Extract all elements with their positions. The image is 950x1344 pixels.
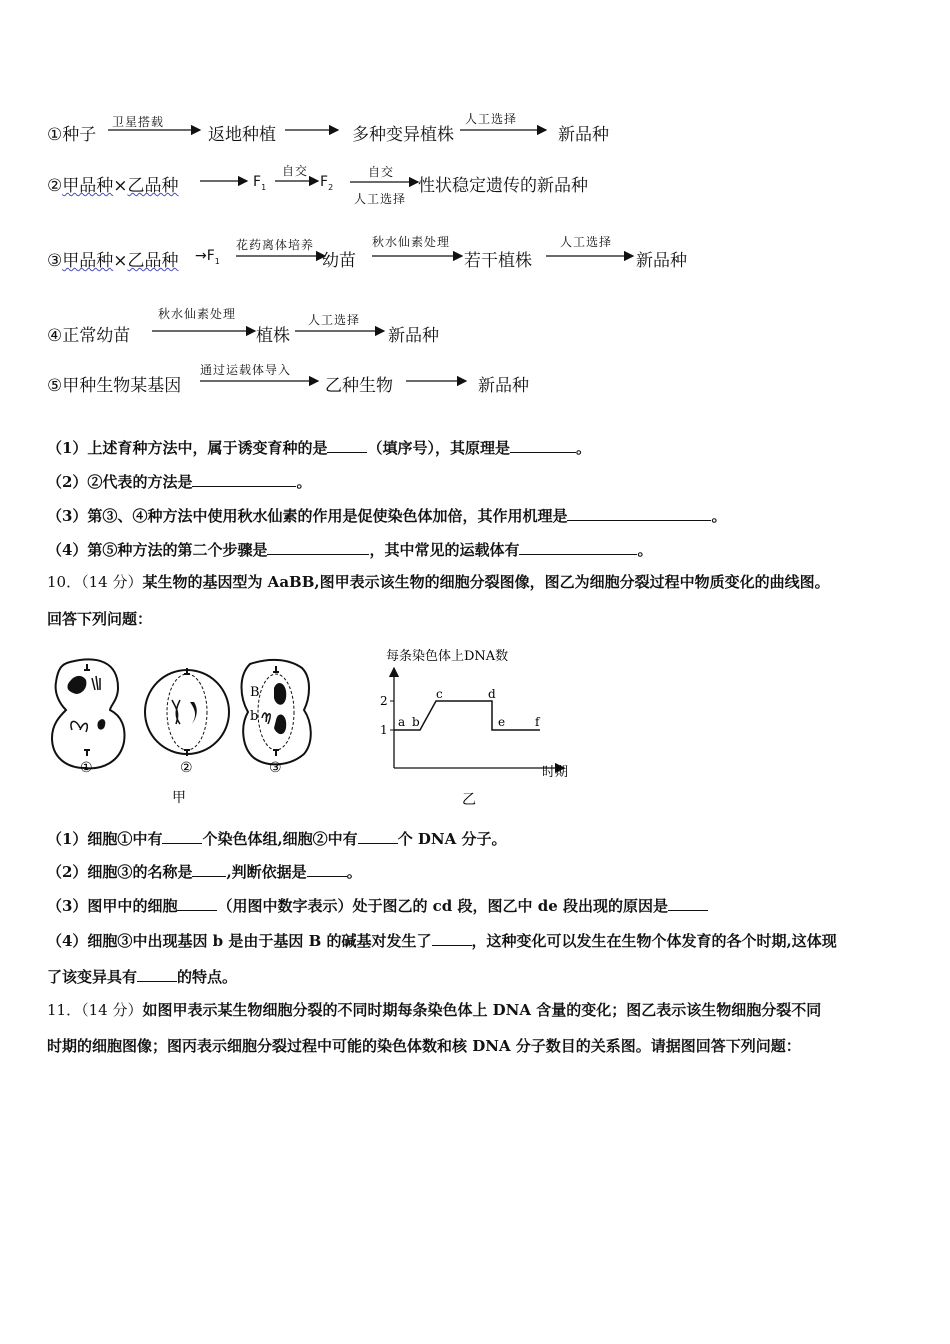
scheme5-step2: 乙种生物	[325, 376, 393, 396]
scheme4-arrow1-label: 秋水仙素处理	[158, 307, 237, 321]
cell-3-label: ③	[269, 760, 282, 776]
answer-blank[interactable]	[567, 506, 711, 521]
q10-part3: （3）图甲中的细胞 （用图中数字表示）处于图乙的 cd 段，图乙中 de 段出现的原因是	[47, 896, 708, 914]
figure-jia-cells	[40, 650, 330, 810]
q10-stem-line1: 10．（14 分）某生物的基因型为 AaBB,图甲表示该生物的细胞分裂图像，图乙为细胞分裂过程中物质变化的曲线图。	[47, 573, 830, 591]
answer-blank[interactable]	[267, 540, 369, 555]
scheme3-step2: 幼苗	[322, 251, 356, 271]
answer-blank[interactable]	[432, 931, 472, 946]
scheme5-result: 新品种	[478, 376, 529, 396]
scheme3-arrow1-label: 花药离体培养	[236, 238, 315, 252]
gene-label: B	[250, 685, 260, 700]
answer-blank[interactable]	[137, 967, 177, 982]
answer-blank[interactable]	[177, 896, 217, 911]
scheme3-start: ③甲品种×乙品种	[47, 251, 179, 271]
scheme3-arrow2-label: 秋水仙素处理	[372, 235, 451, 249]
answer-blank[interactable]	[162, 829, 202, 844]
q9-part3: （3）第③、④种方法中使用秋水仙素的作用是促使染色体加倍，其作用机理是 。	[47, 507, 727, 525]
breeding-schemes-arrows	[0, 0, 950, 400]
answer-blank[interactable]	[307, 862, 347, 877]
scheme1-arrow1-label: 卫星搭载	[112, 115, 165, 129]
cell-1	[52, 659, 124, 768]
q9-part1: （1）上述育种方法中，属于诱变育种的是 （填序号），其原理是 。	[47, 439, 591, 457]
y-tick-1: 1	[380, 723, 388, 737]
scheme2-arrow2-top-label: 自交	[368, 165, 395, 179]
scheme1-start: ①种子	[47, 125, 97, 145]
point-b: b	[412, 715, 420, 729]
q11-stem-line1: 11．（14 分）如图甲表示某生物细胞分裂的不同时期每条染色体上 DNA 含量的变化；图乙表示该生物细胞分裂不同	[47, 1001, 822, 1019]
q11-stem-line2: 时期的细胞图像；图丙表示细胞分裂过程中可能的染色体数和核 DNA 分子数目的关系图。请据图回答下列问题：	[47, 1037, 801, 1055]
x-axis-label: 时期	[542, 765, 569, 780]
scheme2-f2: $F_2$	[320, 174, 334, 192]
figure-jia-caption: 甲	[172, 790, 186, 806]
scheme4-start: ④正常幼苗	[47, 326, 131, 346]
answer-blank[interactable]	[192, 472, 296, 487]
scheme2-f1: $F_1$	[253, 174, 267, 192]
scheme1-step3: 多种变异植株	[352, 125, 454, 145]
scheme2-arrow2-bottom-label: 人工选择	[354, 192, 407, 206]
q9-part2: （2）②代表的方法是 。	[47, 473, 312, 491]
answer-blank[interactable]	[510, 438, 576, 453]
scheme4-result: 新品种	[388, 326, 439, 346]
point-f: f	[535, 715, 540, 729]
q10-part4-line1: （4）细胞③中出现基因 b 是由于基因 B 的碱基对发生了 ，这种变化可以发生在生物个体发育的各个时期,这体现	[47, 932, 837, 950]
q9-part4: （4）第⑤种方法的第二个步骤是 ，其中常见的运载体有 。	[47, 541, 653, 559]
cell-2	[145, 668, 229, 756]
point-c: c	[436, 687, 443, 701]
answer-blank[interactable]	[358, 829, 398, 844]
y-tick-2: 2	[380, 694, 388, 708]
scheme2-arrow1-label: 自交	[282, 164, 309, 178]
scheme2-start: ②甲品种×乙品种	[47, 176, 179, 196]
scheme2-result: 性状稳定遗传的新品种	[418, 176, 588, 196]
scheme1-arrow2-label: 人工选择	[465, 112, 518, 126]
cell-3	[242, 660, 311, 764]
scheme1-step2: 返地种植	[208, 125, 276, 145]
q10-part1: （1）细胞①中有 个染色体组,细胞②中有 个 DNA 分子。	[47, 830, 507, 848]
y-axis-label: 每条染色体上DNA数	[386, 649, 509, 664]
scheme1-result: 新品种	[558, 125, 609, 145]
q10-part2: （2）细胞③的名称是 ,判断依据是 。	[47, 863, 362, 881]
figure-yi-curve	[370, 640, 590, 810]
scheme5-start: ⑤甲种生物某基因	[47, 376, 182, 396]
q10-stem-line2: 回答下列问题：	[47, 610, 153, 628]
q10-part4-line2: 了该变异具有 的特点。	[47, 968, 238, 986]
cell-2-label: ②	[180, 760, 193, 776]
scheme4-arrow2-label: 人工选择	[308, 313, 361, 327]
answer-blank[interactable]	[327, 438, 367, 453]
scheme3-result: 新品种	[636, 251, 687, 271]
figure-yi-caption: 乙	[462, 792, 476, 808]
point-e: e	[498, 715, 506, 729]
scheme5-arrow1-label: 通过运载体导入	[200, 363, 292, 377]
point-a: a	[398, 715, 406, 729]
answer-blank[interactable]	[192, 862, 226, 877]
scheme3-f1: $\to F_1$	[195, 248, 220, 266]
scheme4-step2: 植株	[256, 326, 290, 346]
gene-label: b	[250, 709, 259, 724]
scheme3-arrow3-label: 人工选择	[560, 235, 613, 249]
answer-blank[interactable]	[668, 896, 708, 911]
answer-blank[interactable]	[519, 540, 637, 555]
cell-1-label: ①	[80, 760, 93, 776]
point-d: d	[488, 687, 496, 701]
scheme3-step3: 若干植株	[464, 251, 532, 271]
